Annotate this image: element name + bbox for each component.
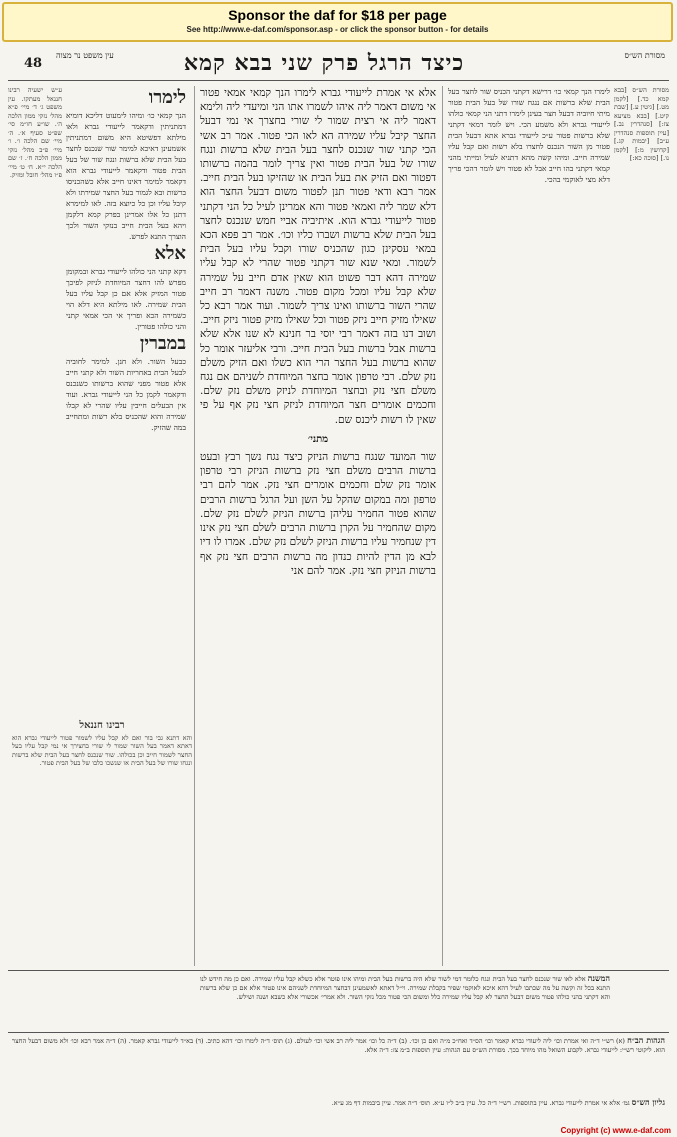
- rashi-lead-word: לימרו: [148, 87, 186, 108]
- sponsor-details: See http://www.e-daf.com/sponsor.asp - or click the sponsor button - for details: [186, 25, 489, 34]
- rashi-text-2: דקא קתני הני כולהו לייעודי גברא ובמקומן מפרש להו דחצר המיוחדת לניזק לפיכך פטור המזיק אלא אם כן קבל עליו בעל הבית שמירה. לאו מילתא היא דלא הוי כשמירה הכא ופריך אי הכי אמאי קתני והני כולהו פטורין.: [66, 267, 186, 331]
- gemara-text: אלא אי אמרת לייעודי גברא לימרו הנך קמאי אמאי פטור אי משום דאמר ליה איהו לשמרו אתו הני ומיעדי ליה ולימא דאמר ליה אי רצית שמור לי שורי בחצרך אי נמי דבעל החצר קיבל עליו שמירה הא לאו הכי פטור. אמר רב אשי הכי קתני שור שנכנס לחצר בעל הבית שלא ברשות ונגח שורו של בעל הבית פטור ואין צריך לומר בהמה ברשותו דפטור ואם הזיק את בעל הבית או שהזיקו בעל הבית חייב. אמר רבא ודאי פטור תנן לפטור משום דבעל החצר הוא דלא שמר ליה ואמאי פטור והא אמרינן לעיל כל הני דקתני פטור לייעודי גברא הוא. איתיביה אביי חמש שנכנס לחצר בעל הבית שלא ברשות ושברו כליו וכו׳. אמר רב פפא הכא במאי עסקינן כגון שהכניס שורו וקבל עליו בעל הבית לשמור. ומאי שנא שור דקתני פטור שהרי לא קבל עליו שמירה דהא דבר פשוט הוא שאין אדם חייב על שמירה שלא קבל עליו ומכל מקום פטור. משנה דאמר רב חייב שהרי השור ברשותו ואינו צריך לשמור. ועוד אמר רבא כל שאילו מזיק חייב ניזק פטור וכל שאילו מזיק פטור ניזק חייב. ושוב דנו בזה דאמר רבי יוסי בר חנינא לא שנו אלא שלא ברשות אבל ברשות בעל הבית חייב. ורבי אליעזר אומר כל שהוא ברשות בעל החצר הרי הוא כשלו ואם הזיק משלם נזק שלם. רבי טרפון אומר בחצר המיוחדת לשניהם אם נגח משלם חצי נזק ובחצר המיוחדת לניזק משלם נזק שלם. וחכמים אומרים חצר המיוחדת לניזק חצי נזק אף על פי שאין לו רשות ליכנס שם.: [200, 87, 436, 426]
- header-rule: [8, 80, 669, 81]
- tosafot-column: [448, 86, 610, 966]
- hagahot-text: (א) רש״י ד״ה ואי אמרת וכו׳ ליה ליעודי גברא קאמר וכו׳ הס״ד ואח״כ מ״ה ואם כן וכו׳. (ב) ד״ה כל וכו׳ אמר ליה רב אשי וכו׳ לעולם. (ג) תוס׳ ד״ה לימרו וכו׳ דהא כתיב. (ד) בא״ד לייעודי גברא קאמר. (ה) ד״ה אמר רבא וכו׳ ולא משום דבעל החצר הוא. ליקוטי רש״י: לייעודי גברא. לקבוע השואל מהו מיוחד בכך. מסורת הש״ס עם הגהות: עיין תוספות ב״מ צז: ד״ה אלא.: [12, 1037, 665, 1054]
- masoret-hashas-column: [614, 86, 669, 966]
- hamishna-text: אלא לאו שור שנכנס לחצר בעל הבית ונגח כלומר דמי לשור שלא היה ברשות בעל הבית ומיהו אינו פוטר אלא כשלא קבל עליו שמירה. ואם כן מה חידש לנו התנא בכל זה וקשה על מה שכתבו לעיל דהא איכא לאוקמי שפיר בקבלת שמירה. וי״ל דאתא לאשמעינן דבחצר המיוחדת לשניהם אינו פטור אלא אם כן שלא ברשות והא דקתני בהני כולהו פטור משום דבעל החצר לא קבל עליו שמירה כלל ומשום הכי פטור מכל נזקי השור. ולא אמרי׳ אכשורי אלא כשבא ושנה ושילש.: [200, 975, 610, 1001]
- ein-mishpat-text: ע״ש ישעיה רבינו חננאל מעתקו. עין משפט ג׳ ד׳ מיי׳ פ״א מהל׳ נזקי ממון הלכה ה׳. שו״ע חו״מ סי׳ שפ״ט סעיף א׳. ה׳ מיי׳ שם הלכה ו׳. ו׳ מיי׳ פ״ב מהל׳ נזקי ממון הלכה ח׳. ז׳ שם הלכה י״א. ח׳ ט׳ מיי׳ פ״ו מהל׳ חובל ומזיק.: [8, 86, 62, 179]
- page-number: 48: [24, 56, 43, 71]
- rashi-text: הנך קמאי כו׳ ומיהו לימעוט דליכא דומיא דמתניתין ודקאמר לייעודי גברא ולאו מילתא דפשיטא היא משום דמתניתין אשמעינן דאיכא למימר שור שנכנס לחצר בעל הבית שלא ברשות ונגח שור של בעל הבית פטור ודקאמר לייעודי גברא הוא דקאמר למימר דאינו חייב אלא כשהכניסו ברשות ובא לגמור בעל החצר שמירתו ולא קיבל עליו וכן כל כיוצא בזה. לאו למימרא דתנן כל אלו אמרינן בפרק קמא דלקמן ויהא בעל הבית חייב בנזקי השור ולכך הוצרך התנא לפרש.: [66, 111, 186, 241]
- column-divider: [194, 86, 195, 966]
- footer-rule: [8, 970, 669, 971]
- sponsor-title: Sponsor the daf for $18 per page: [228, 7, 447, 23]
- hamishna-label: המשנה: [587, 974, 610, 983]
- column-divider: [442, 86, 443, 966]
- hagahot-header: הגהות הב״ח: [627, 1036, 665, 1045]
- gemara-column: [200, 86, 436, 966]
- rashi-text-3: כבעל השור. ולא חנן. למימר לחוביה לבעל הבית באחריות השור ולא קתני חייב אלא פטור מפני שהוא ברשותו כשנכנס ודקאמר לקמן כל הני לייעודי גברא. ועוד אין הבעלים חייבין עליו שהרי לא קבלו שמירה והוא שהכניס בלא רשות ומתחייב במה שהזיק.: [66, 357, 186, 432]
- tosafot-text: לימרו הנך קמאי כו׳ דרישא דקתני הכניס שור לחצר בעל הבית שלא ברשות אם ננגח שורו של בעל הבית פטור מיתי חיוביה דבעל חצר בעינן לימרו דתני הני קמאי כולהו לייעודי גברא ולא משמע הכי. ויש לומר דמאי דקתני שלא ברשות פטור ע״כ לייעודי גברא אתא דבעל הבית פטור מן השור הנכנס לחצרו בלא רשות ואם קבל עליו שמירה חייב. ומיהו קשה מהא דתניא לעיל ומייתי מהני קמאי דקתני בהו חייב אבל לא פטור ויש לומר דהכי פריך דלא מצי לאוקמי בהכי.: [448, 87, 610, 184]
- page-title: כיצד הרגל פרק שני בבא קמא: [183, 50, 465, 76]
- masoret-label: מסורת הש״ס: [624, 51, 665, 60]
- copyright-link[interactable]: Copyright (c) www.e-daf.com: [560, 1126, 671, 1135]
- hagahot-habach: [12, 1036, 665, 1096]
- rashi-lead-word-2: אלא: [154, 243, 186, 264]
- gilyon-header: גליון הש״ס: [631, 1098, 665, 1107]
- rabbeinu-chananel-box: [12, 716, 192, 966]
- rashi-column: [66, 86, 186, 706]
- gilyon-text: גמ׳ אלא אי אמרת לייעודי גברא. עיין בתוספות. רש״י ד״ה כל. עיין ב״ב ל״ו ע״א. תוס׳ ד״ה אמר. עיין ביבמות דף מג ע״א.: [331, 1099, 630, 1107]
- rabbeinu-chananel-title: רבינו חננאל: [79, 720, 125, 731]
- notes-rule: [8, 1032, 669, 1033]
- talmud-page: [8, 46, 669, 1124]
- rashi-lead-word-3: במברין: [139, 333, 186, 354]
- masoret-hashas-text: מסורת הש״ס [בבא קמא כד.] [לקמן מט.] [גיטין ע.] [שבת קיט.] [בבא מציעא צז:] [סנהדרין נב.] [עיין תוספות סנהדרין ע״ב] [יבמות קג.] [קדושין מ:] [לקמן נו.] [סוכה כא:]: [614, 86, 669, 162]
- mishna-label: מתני׳: [307, 433, 329, 445]
- gilyon-hashas: [12, 1098, 665, 1122]
- hamishna-section: [200, 974, 610, 1028]
- sponsor-banner[interactable]: [2, 2, 673, 42]
- mishna-text: שור המועד שנגח ברשות הניזק כיצד נגח נשך רבץ ובעט ברשות הרבים משלם חצי נזק ברשות הניזק רבי טרפון אומר נזק שלם וחכמים אומרים חצי נזק. אמר להם רבי טרפון ומה במקום שהקל על השן ועל הרגל ברשות הרבים שהוא פטור החמיר עליהן ברשות הניזק לשלם נזק שלם. מקום שהחמיר על הקרן ברשות הרבים לשלם חצי נזק אינו דין שנחמיר עליו ברשות הניזק לשלם נזק שלם. אמרו לו דיו לבא מן הדין להיות כנדון מה ברשות הרבים חצי נזק אף ברשות הניזק חצי נזק. אמר להם אני: [200, 451, 436, 577]
- ein-mishpat-label: עין משפט נר מצוה: [56, 51, 114, 60]
- rabbeinu-chananel-text: והא דתנא גבי בור ואם לא קבל עליו לשמור פטור לייעודי גברא הוא דאתא דאמר בעל השור שמור לי שורי בחצירך אי נמי קבל עליו בעל החצר לשמור חייב וכן בכולהו. שור שנכנס לחצר בעל הבית שלא ברשות ונגחו שורו של בעל הבית או שנשכו כלבו של בעל הבית פטור.: [12, 733, 192, 767]
- page-header: [8, 46, 669, 80]
